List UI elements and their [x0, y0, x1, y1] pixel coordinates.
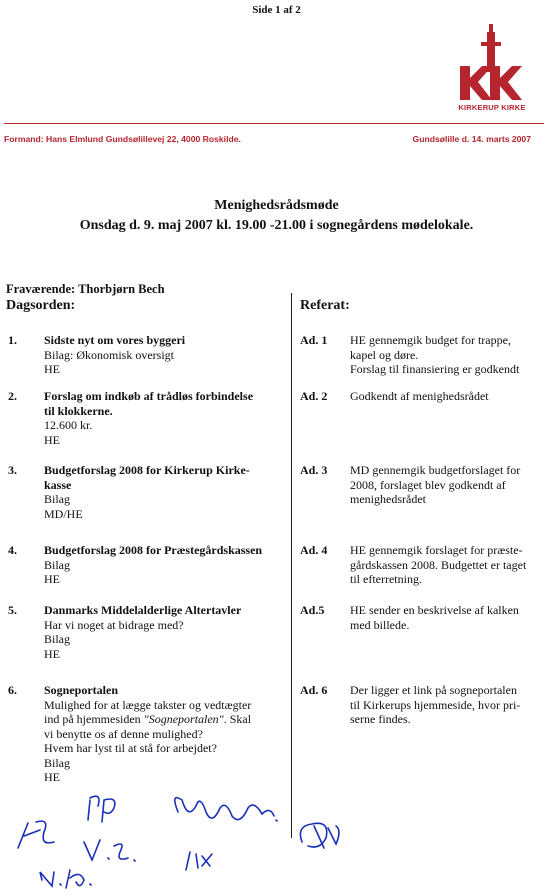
- agenda-item-detail: 12.600 kr.: [44, 418, 93, 432]
- agenda-item-number: 2.: [8, 389, 17, 403]
- minutes-line: 2008, forslaget blev godkendt af: [350, 477, 506, 492]
- agenda-item-detail: Bilag: [44, 492, 70, 506]
- agenda-item-title: Budgetforslag 2008 for Kirkerup Kirke-: [44, 463, 250, 477]
- minutes-line: serne findes.: [350, 712, 411, 726]
- agenda-item-title: til klokkerne.: [44, 403, 113, 418]
- agenda-item-title: kasse: [44, 477, 72, 492]
- absent-line: Fraværende: Thorbjørn Bech: [6, 282, 165, 296]
- minutes-heading: Referat:: [300, 298, 350, 313]
- minutes-item-label: Ad. 3: [300, 463, 328, 477]
- agenda-item-number: 4.: [8, 543, 17, 557]
- logo-text: KIRKERUP KIRKE: [458, 103, 526, 112]
- agenda-item-title: Forslag om indkøb af trådløs forbindelse: [44, 389, 254, 403]
- agenda-item-detail: Har vi noget at bidrage med?: [44, 617, 184, 632]
- letter-date: Gundsølille d. 14. marts 2007: [412, 134, 531, 144]
- chairman-address: Formand: Hans Elmlund Gundsølillevej 22, 4000 Roskilde.: [4, 134, 241, 144]
- agenda-heading: Dagsorden:: [6, 298, 76, 313]
- agenda-item-detail: ind på hjemmesiden "Sogneportalen". Skal: [44, 712, 252, 726]
- agenda-item-number: 1.: [8, 333, 17, 347]
- agenda-item-title: Danmarks Middelalderlige Altertavler: [44, 603, 242, 617]
- agenda-item-detail: HE: [44, 432, 60, 447]
- agenda-item-detail: HE: [44, 572, 60, 586]
- minutes-line: Forslag til finansiering er godkendt: [350, 362, 520, 376]
- minutes-line: HE gennemgik budget for trappe,: [350, 333, 511, 347]
- agenda-item-title: Budgetforslag 2008 for Præstegårdskassen: [44, 543, 263, 557]
- agenda-item-title: Sogneportalen: [44, 683, 119, 697]
- agenda-item-number: 6.: [8, 683, 17, 697]
- minutes-line: menighedsrådet: [350, 492, 426, 506]
- minutes-line: til Kirkerups hjemmeside, hvor pri-: [350, 697, 521, 712]
- minutes-line: Der ligger et link på sogneportalen: [350, 683, 517, 697]
- minutes-line: gårdskassen 2008. Budgettet er taget: [350, 557, 527, 572]
- agenda-item-detail: Bilag: [44, 557, 70, 572]
- agenda-item-detail: HE: [44, 770, 60, 784]
- minutes-item-label: Ad. 2: [300, 389, 328, 403]
- agenda-item-detail: HE: [44, 646, 60, 661]
- agenda-item-detail: Bilag: [44, 632, 70, 646]
- minutes-line: til efterretning.: [350, 572, 422, 586]
- meeting-subtitle: Onsdag d. 9. maj 2007 kl. 19.00 -21.00 i sognegårdens mødelokale.: [79, 218, 474, 233]
- minutes-item-label: Ad. 1: [300, 333, 328, 347]
- minutes-line: med billede.: [350, 617, 410, 632]
- minutes-line: MD gennemgik budgetforslaget for: [350, 463, 521, 477]
- agenda-item-detail: vi benytte os af denne mulighed?: [44, 726, 203, 741]
- agenda-item-detail: MD/HE: [44, 506, 83, 521]
- minutes-line: kapel og døre.: [350, 347, 419, 362]
- minutes-item-label: Ad. 6: [300, 683, 328, 697]
- agenda-item-detail: Bilag: [44, 755, 70, 770]
- meeting-title: Menighedsrådsmøde: [214, 198, 339, 213]
- minutes-line: Godkendt af menighedsrådet: [350, 389, 489, 403]
- agenda-item-detail: Bilag: Økonomisk oversigt: [44, 347, 174, 362]
- agenda-item-number: 3.: [8, 463, 17, 477]
- page-number: Side 1 af 2: [252, 4, 301, 16]
- minutes-item-label: Ad. 4: [300, 543, 328, 557]
- minutes-item-label: Ad.5: [300, 603, 325, 617]
- agenda-item-detail: Hvem har lyst til at stå for arbejdet?: [44, 741, 217, 755]
- agenda-item-detail: HE: [44, 362, 60, 376]
- agenda-item-number: 5.: [8, 603, 17, 617]
- minutes-line: HE sender en beskrivelse af kalken: [350, 603, 519, 617]
- agenda-item-title: Sidste nyt om vores byggeri: [44, 333, 186, 347]
- agenda-item-detail: Mulighed for at lægge takster og vedtægter: [44, 697, 252, 712]
- minutes-line: HE gennemgik forslaget for præste-: [350, 543, 523, 557]
